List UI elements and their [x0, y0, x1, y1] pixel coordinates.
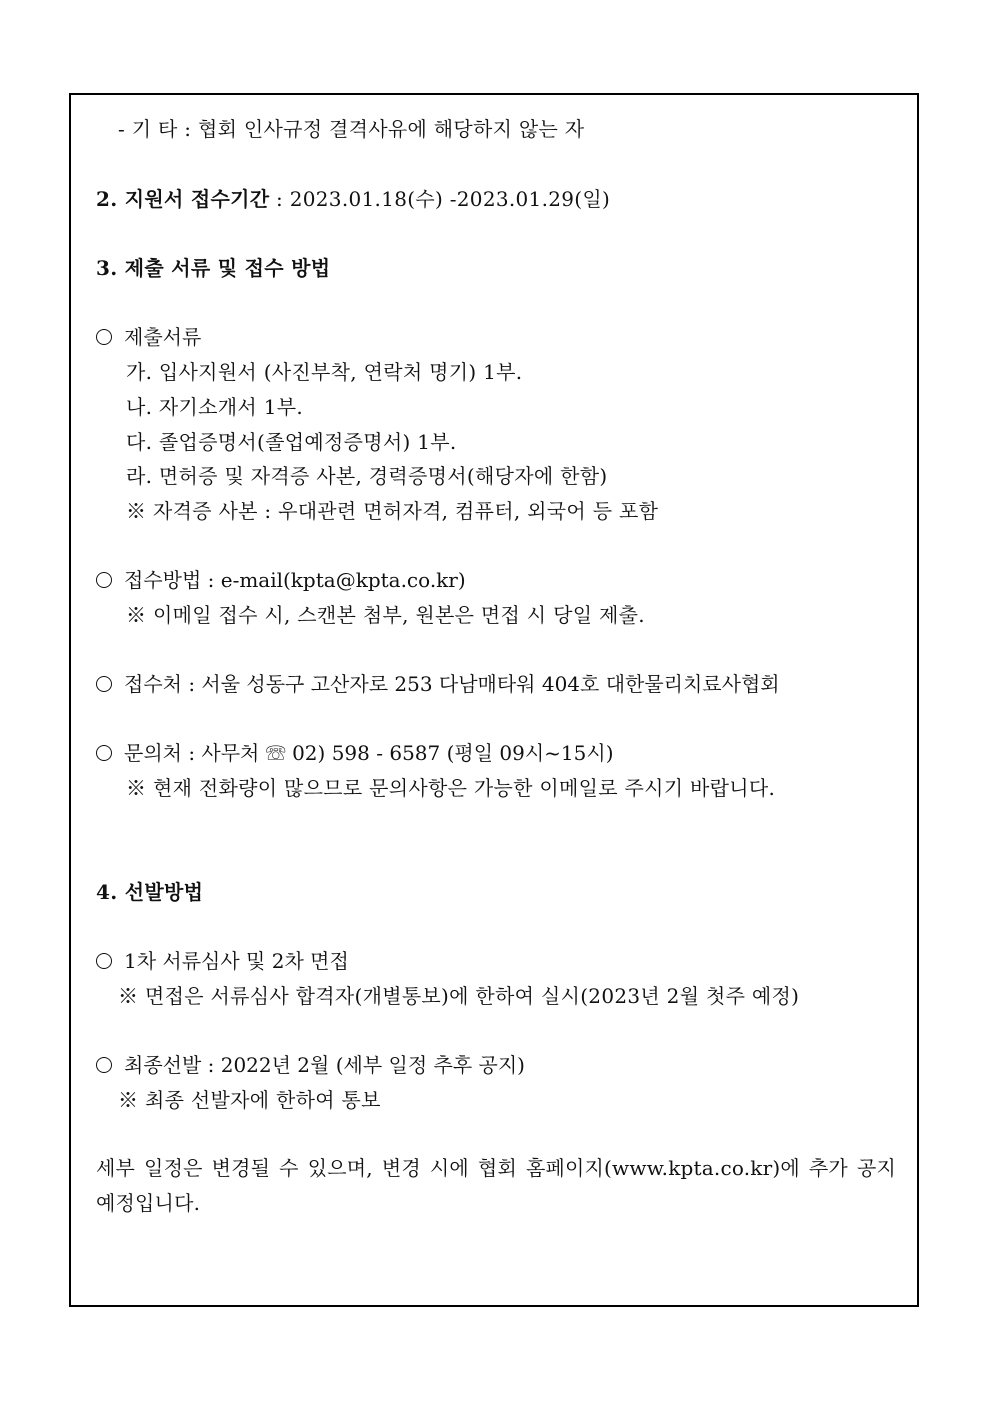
circle-bullet-icon: [96, 953, 112, 969]
circle-bullet-icon: [96, 745, 112, 761]
section2-line: [96, 186, 610, 212]
contact-heading: 문의처 : 사무처 ☏ 02) 598 - 6587 (평일 09시~15시): [124, 741, 614, 765]
circle-bullet-icon: [96, 1057, 112, 1073]
stage-note: ※ 면접은 서류심사 합격자(개별통보)에 한하여 실시(2023년 2월 첫주 예정): [118, 984, 800, 1008]
address-heading: 접수처 : 서울 성동구 고산자로 253 다남매타워 404호 대한물리치료사협회: [124, 672, 780, 696]
closing-paragraph: 세부 일정은 변경될 수 있으며, 변경 시에 협회 홈페이지(www.kpta.co.kr)에 추가 공지 예정입니다.: [96, 1156, 896, 1215]
method-heading: 접수방법 : e-mail(kpta@kpta.co.kr): [124, 568, 466, 592]
documents-item: 나. 자기소개서 1부.: [126, 395, 303, 419]
address-heading-row: [96, 671, 780, 697]
eligibility-other-line: - 기 타 : 협회 인사규정 결격사유에 해당하지 않는 자: [118, 117, 585, 141]
section2-value: : 2023.01.18(수) -2023.01.29(일): [276, 187, 611, 211]
documents-item: 가. 입사지원서 (사진부착, 연락처 명기) 1부.: [126, 360, 523, 384]
contact-note: ※ 현재 전화량이 많으므로 문의사항은 가능한 이메일로 주시기 바랍니다.: [126, 776, 776, 800]
contact-heading-row: [96, 740, 614, 766]
final-heading: 최종선발 : 2022년 2월 (세부 일정 추후 공지): [124, 1053, 525, 1077]
section4-title: 4. 선발방법: [96, 880, 204, 904]
documents-item: 라. 면허증 및 자격증 사본, 경력증명서(해당자에 한함): [126, 464, 608, 488]
documents-heading: 제출서류: [124, 325, 202, 349]
final-heading-row: [96, 1052, 525, 1078]
method-note: ※ 이메일 접수 시, 스캔본 첨부, 원본은 면접 시 당일 제출.: [126, 603, 645, 627]
stage-heading-row: [96, 948, 349, 974]
documents-note: ※ 자격증 사본 : 우대관련 면허자격, 컴퓨터, 외국어 등 포함: [126, 499, 659, 523]
documents-item: 다. 졸업증명서(졸업예정증명서) 1부.: [126, 430, 457, 454]
circle-bullet-icon: [96, 572, 112, 588]
stage-heading: 1차 서류심사 및 2차 면접: [124, 949, 349, 973]
documents-heading-row: [96, 324, 201, 350]
section3-title: 3. 제출 서류 및 접수 방법: [96, 256, 331, 280]
section2-title: 2. 지원서 접수기간: [96, 187, 270, 211]
method-heading-row: [96, 567, 466, 593]
circle-bullet-icon: [96, 329, 112, 345]
circle-bullet-icon: [96, 676, 112, 692]
final-note: ※ 최종 선발자에 한하여 통보: [118, 1088, 381, 1112]
